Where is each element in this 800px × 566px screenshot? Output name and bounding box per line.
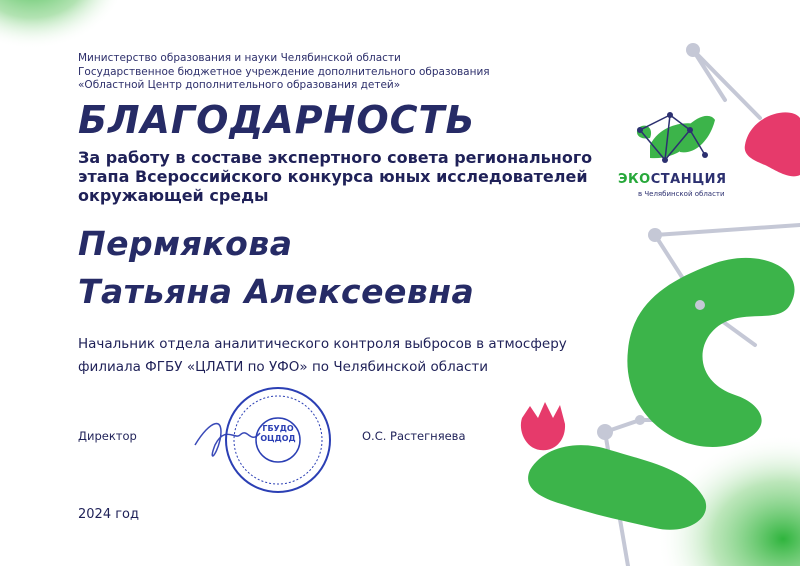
institution-line: Государственное бюджетное учреждение дополнительного образования <box>78 65 490 78</box>
stamp-text <box>248 424 308 444</box>
logo-eko: ЭКО <box>618 172 651 187</box>
logo-station: СТАНЦИЯ <box>650 172 727 187</box>
award-reason-line: этапа Всероссийского конкурса юных исследователей <box>78 167 588 186</box>
pink-tulip <box>521 402 565 450</box>
document-title: БЛАГОДАРНОСТЬ <box>78 98 476 142</box>
recipient-position <box>78 333 618 379</box>
logo-wordmark <box>618 172 727 187</box>
center-line: «Областной Центр дополнительного образования детей» <box>78 79 401 91</box>
recipient-given-names: Татьяна Алексеевна <box>78 272 475 311</box>
award-reason <box>78 148 638 205</box>
stamp-line: ГБУДО <box>262 424 294 433</box>
pink-leaf <box>745 112 800 176</box>
award-reason-line: За работу в составе экспертного совета регионального <box>78 148 593 167</box>
issuer-header <box>78 52 558 93</box>
stamp-line: ОЦДОД <box>260 434 296 443</box>
position-line: Начальник отдела аналитического контроля выбросов в атмосферу <box>78 336 567 352</box>
signatory-role: Директор <box>78 429 137 443</box>
recipient-name <box>78 220 474 316</box>
ministry-line: Министерство образования и науки Челябинской области <box>78 52 401 64</box>
recipient-surname: Пермякова <box>78 224 293 263</box>
award-reason-line: окружающей среды <box>78 186 269 205</box>
logo-subtitle: в Челябинской области <box>638 190 725 198</box>
position-line: филиала ФГБУ «ЦЛАТИ по УФО» по Челябинской области <box>78 359 489 375</box>
document-year: 2024 год <box>78 507 139 522</box>
green-crescent <box>627 258 794 447</box>
signatory-name: О.С. Растегняева <box>362 429 466 443</box>
